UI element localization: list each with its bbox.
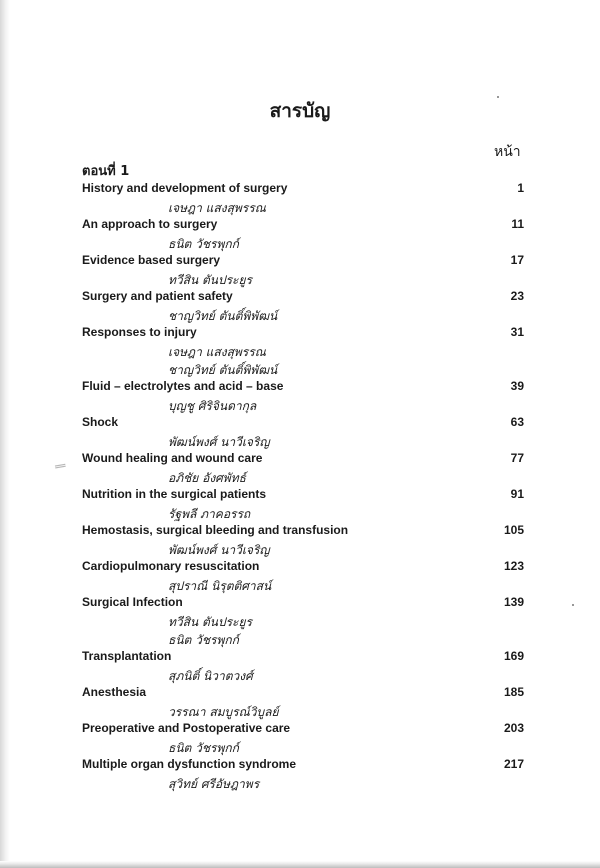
- toc-entry-author: สุวิทย์ ศรีอัษฎาพร: [168, 777, 260, 791]
- toc-entry-title: Surgery and patient safety: [82, 289, 233, 303]
- toc-entry-author: สุปราณี นิรุตติศาสน์: [168, 579, 272, 593]
- toc-entry-title: Transplantation: [82, 649, 172, 663]
- page-title: สารบัญ: [269, 100, 331, 122]
- toc-entry-title: Fluid – electrolytes and acid – base: [82, 379, 284, 393]
- toc-entry-author: รัฐพลี ภาคอรรถ: [168, 507, 251, 521]
- toc-entry-title: History and development of surgery: [82, 181, 288, 195]
- toc-entry-author: ธนิต วัชรพุกก์: [168, 237, 239, 251]
- toc-entry-author: ทวีสิน ตันประยูร: [168, 273, 252, 287]
- toc-entry-page-number: 39: [510, 379, 524, 393]
- toc-entry-author: เจษฎา แสงสุพรรณ: [168, 201, 266, 215]
- toc-entry-page-number: 63: [510, 415, 524, 429]
- toc-entry-author: พัฒน์พงศ์ นาวีเจริญ: [168, 435, 270, 449]
- toc-entry-title: Surgical Infection: [82, 595, 183, 609]
- toc-entry-page-number: 203: [503, 721, 524, 735]
- toc-entry-author: ชาญวิทย์ ตันติ์พิพัฒน์: [168, 309, 278, 323]
- toc-entry-title: Cardiopulmonary resuscitation: [82, 559, 260, 573]
- part-label: ตอนที่ 1: [82, 164, 130, 179]
- toc-entry-author: เจษฎา แสงสุพรรณ: [168, 345, 266, 359]
- toc-entry-title: Anesthesia: [82, 685, 147, 699]
- toc-entry-author: พัฒน์พงศ์ นาวีเจริญ: [168, 543, 270, 557]
- toc-entry-page-number: 217: [503, 757, 524, 771]
- toc-entry-author: ชาญวิทย์ ตันติ์พิพัฒน์: [168, 363, 278, 377]
- toc-entry-page-number: 169: [503, 649, 524, 663]
- toc-entry-page-number: 1: [517, 181, 524, 195]
- page-column-label: หน้า: [494, 144, 521, 160]
- toc-entry-title: Wound healing and wound care: [82, 451, 263, 465]
- toc-entry-page-number: 139: [503, 595, 524, 609]
- toc-entry-title: Preoperative and Postoperative care: [82, 721, 291, 735]
- toc-entry-title: Responses to injury: [82, 325, 197, 339]
- toc-entry-author: ธนิต วัชรพุกก์: [168, 633, 239, 647]
- margin-pencil-mark: ‗: [52, 447, 66, 469]
- toc-entry-author: อภิชัย อังศพัทธ์: [168, 471, 246, 485]
- toc-entry-title: Evidence based surgery: [82, 253, 221, 267]
- toc-entry-author: สุภนิติ์ นิวาตวงศ์: [168, 669, 253, 683]
- toc-entry-page-number: 11: [511, 217, 524, 231]
- toc-entry-page-number: 17: [510, 253, 524, 267]
- toc-entry-author: ทวีสิน ตันประยูร: [168, 615, 252, 629]
- toc-entry-page-number: 185: [503, 685, 524, 699]
- toc-entry-title: An approach to surgery: [82, 217, 218, 231]
- toc-entry-page-number: 77: [510, 451, 524, 465]
- toc-entry-page-number: 91: [510, 487, 524, 501]
- toc-entry-title: Nutrition in the surgical patients: [82, 487, 267, 501]
- toc-entry-page-number: 23: [510, 289, 524, 303]
- toc-entry-page-number: 105: [503, 523, 524, 537]
- toc-entry-author: ธนิต วัชรพุกก์: [168, 741, 239, 755]
- toc-entry-title: Multiple organ dysfunction syndrome: [82, 757, 297, 771]
- toc-entry-title: Hemostasis, surgical bleeding and transfusion: [82, 523, 349, 537]
- toc-entry-title: Shock: [82, 415, 119, 429]
- toc-entry-page-number: 31: [510, 325, 524, 339]
- toc-entry-author: บุญชู ศิริจินดากุล: [168, 399, 257, 413]
- toc-entry-author: วรรณา สมบูรณ์วิบูลย์: [168, 705, 279, 719]
- toc-entry-page-number: 123: [503, 559, 524, 573]
